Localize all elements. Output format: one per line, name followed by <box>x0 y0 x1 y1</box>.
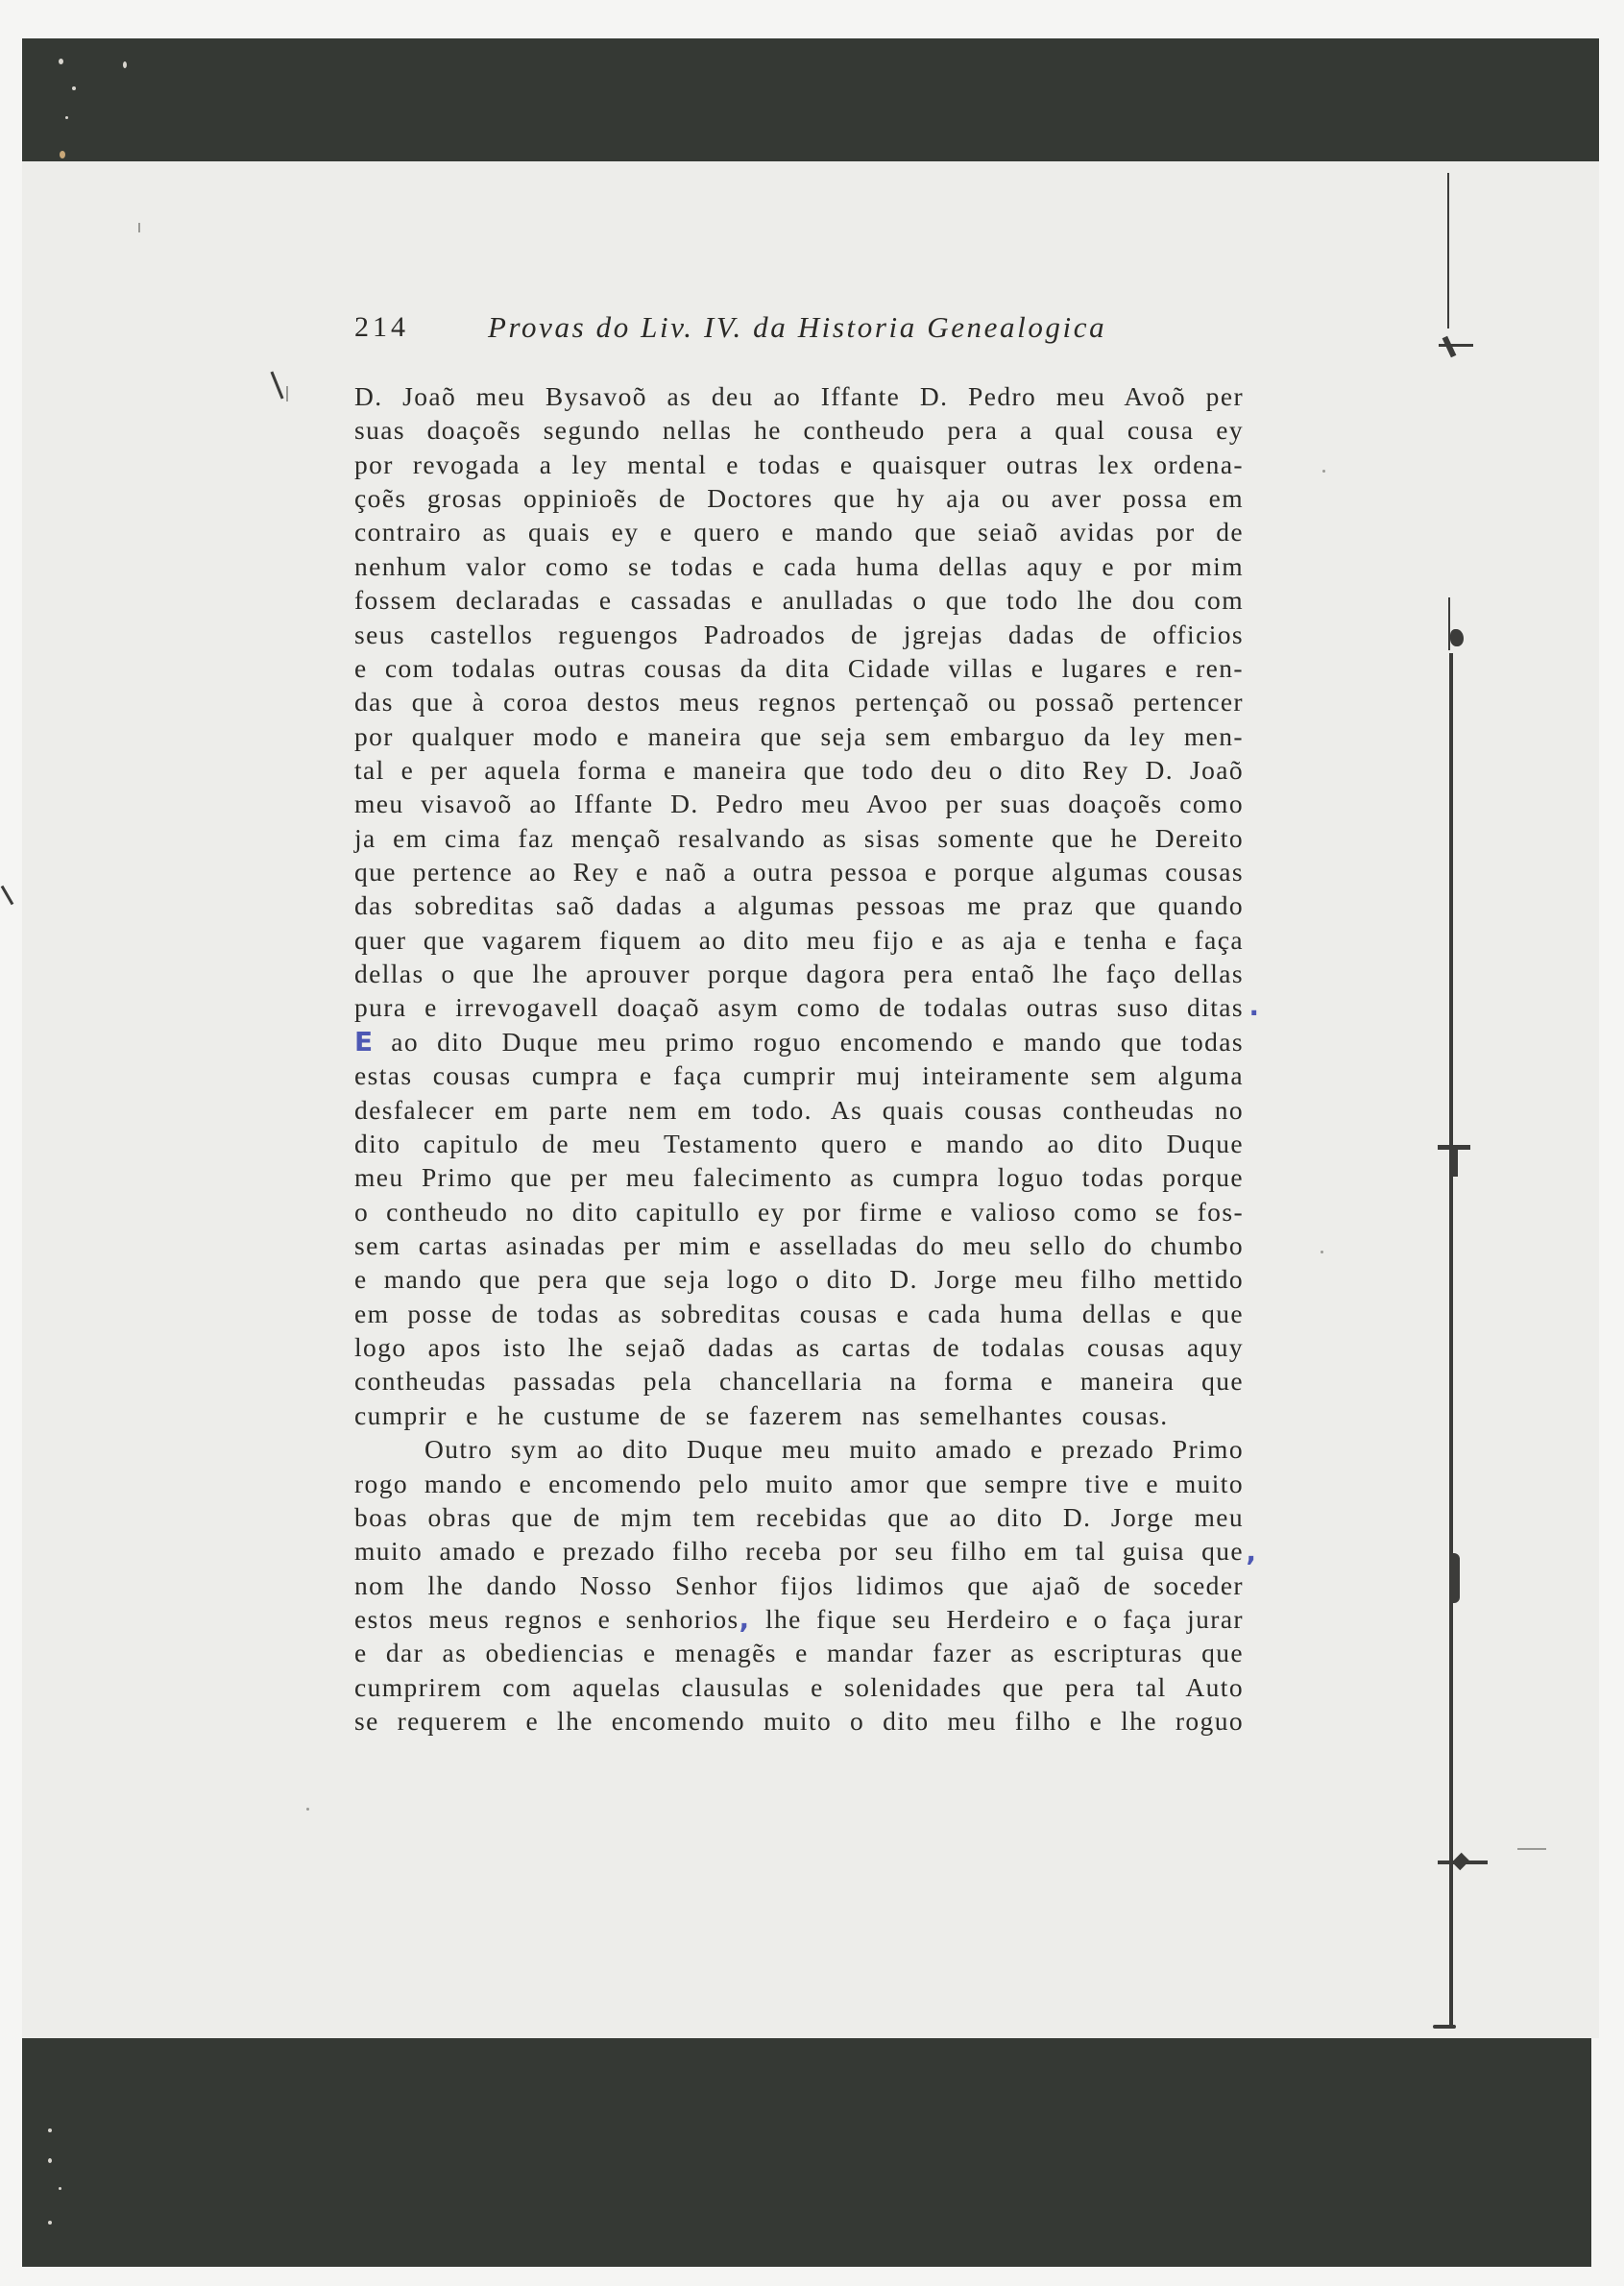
scan-speck <box>48 2221 52 2225</box>
paragraph <box>354 379 1259 1432</box>
text-line: e mando que pera que seja logo o dito D. Jorge meu filho mettido <box>354 1264 1244 1295</box>
handwritten-comma: , <box>739 1603 751 1635</box>
running-title: Provas do Liv. IV. da Historia Genealogica <box>488 310 1107 344</box>
binding-edge-mark <box>1450 629 1464 646</box>
paragraph <box>354 1432 1256 1738</box>
scan-speck <box>72 86 76 90</box>
text-line: das sobreditas saõ dadas a algumas pessoas me praz que quando <box>354 890 1244 921</box>
binding-edge-line <box>1448 597 1450 650</box>
handwritten-comma: , <box>1246 1537 1256 1569</box>
scan-speck <box>48 2158 52 2163</box>
text-line: cumprir e he custume de se fazerem nas semelhantes cousas. <box>354 1399 1169 1430</box>
scan-border-top <box>22 38 1599 161</box>
text-line: tal e per aquela forma e maneira que todo deu o dito Rey D. Joaõ <box>354 754 1244 785</box>
text-line: fossem declaradas e cassadas e anulladas o que todo lhe dou com <box>354 585 1244 616</box>
text-line: em posse de todas as sobreditas cousas e cada huma dellas e que <box>354 1298 1244 1328</box>
text-line: meu Primo que per meu falecimento as cumpra loguo todas porque <box>354 1162 1244 1193</box>
text-line: e com todalas outras cousas da dita Cidade villas e lugares e ren- <box>354 652 1244 683</box>
stray-mark <box>1321 1251 1323 1253</box>
stray-mark <box>1322 470 1325 473</box>
text-line: por revogada a ley mental e todas e quaisquer outras lex ordena- <box>354 449 1244 479</box>
text-line <box>354 1025 1244 1058</box>
text-line: por qualquer modo e maneira que seja sem embarguo da ley men- <box>354 720 1244 751</box>
text-line: logo apos isto lhe sejaõ dadas as cartas de todalas cousas aquy <box>354 1332 1244 1363</box>
text-line <box>354 1534 1256 1569</box>
body-text <box>354 379 1259 1738</box>
scan-speck <box>123 61 127 68</box>
handwritten-period: . <box>1248 991 1259 1023</box>
stray-mark <box>286 386 288 401</box>
text-line: cumprirem com aquelas clausulas e solenidades que pera tal Auto <box>354 1671 1244 1702</box>
text-line: nom lhe dando Nosso Senhor fijos lidimos que ajaõ de soceder <box>354 1569 1244 1600</box>
text-line: das que à coroa destos meus regnos pertençaõ ou possaõ pertencer <box>354 687 1244 717</box>
text-line: dellas o que lhe aprouver porque dagora pera entaõ lhe faço dellas <box>354 959 1244 989</box>
text-line: contrairo as quais ey e quero e mando que seiaõ avidas por de <box>354 517 1244 547</box>
scan-speck <box>59 2187 61 2190</box>
binding-edge-line <box>1447 173 1449 328</box>
binding-edge-mark <box>1433 2025 1456 2029</box>
text-line-content: pura e irrevogavell doaçaõ asym como de todalas outras suso ditas <box>354 992 1244 1023</box>
scan-speck <box>59 59 63 64</box>
text-line: D. Joaõ meu Bysavoõ as deu ao Iffante D. Pedro meu Avoõ per <box>354 381 1244 411</box>
scan-border-bottom <box>22 2038 1591 2267</box>
text-line: estas cousas cumpra e faça cumprir muj inteiramente sem alguma <box>354 1060 1244 1091</box>
page-number: 214 <box>354 311 409 343</box>
scan-speck <box>65 116 68 119</box>
text-line: çoẽs grosas oppinioẽs de Doctores que hy aja ou aver possa em <box>354 483 1244 514</box>
text-line-content: ao dito Duque meu primo roguo encomendo e mando que todas <box>391 1026 1245 1057</box>
text-line: quer que vagarem fiquem ao dito meu fijo e as aja e tenha e faça <box>354 924 1244 955</box>
text-line-content: estos meus regnos e senhorios <box>354 1603 739 1634</box>
text-line <box>354 1602 1244 1636</box>
scan-speck <box>60 151 65 158</box>
text-line: seus castellos reguengos Padroados de jgrejas dadas de officios <box>354 619 1244 649</box>
stray-mark <box>1 886 14 906</box>
binding-edge-mark <box>1452 1553 1460 1603</box>
binding-edge-mark <box>1451 1148 1458 1177</box>
text-line: o contheudo no dito capitullo ey por firme e valioso como se fos- <box>354 1196 1244 1227</box>
text-line: suas doaçoẽs segundo nellas he contheudo pera a qual cousa ey <box>354 415 1244 446</box>
text-line-content: muito amado e prezado filho receba por seu filho em tal guisa que <box>354 1536 1244 1567</box>
stray-mark <box>306 1808 309 1811</box>
text-line: rogo mando e encomendo pelo muito amor que sempre tive e muito <box>354 1468 1244 1498</box>
text-line: e dar as obediencias e menagẽs e mandar fazer as escripturas que <box>354 1638 1244 1668</box>
text-line: desfalecer em parte nem em todo. As quais cousas contheudas no <box>354 1094 1244 1125</box>
text-line: sem cartas asinadas per mim e asselladas do meu sello do chumbo <box>354 1229 1244 1260</box>
binding-edge-mark <box>1439 344 1473 347</box>
text-line: meu visavoõ ao Iffante D. Pedro meu Avoo per suas doaçoẽs como <box>354 789 1244 819</box>
text-line: dito capitulo de meu Testamento quero e mando ao dito Duque <box>354 1128 1244 1158</box>
stray-mark <box>1517 1848 1546 1850</box>
text-line: boas obras que de mjm tem recebidas que ao dito D. Jorge meu <box>354 1501 1244 1532</box>
scan-speck <box>48 2128 52 2132</box>
text-line <box>354 990 1259 1024</box>
text-line: nenhum valor como se todas e cada huma dellas aquy e por mim <box>354 550 1244 581</box>
binding-edge-line <box>1449 653 1453 2027</box>
text-line: se requerem e lhe encomendo muito o dito meu filho e lhe roguo <box>354 1706 1244 1737</box>
text-line: contheudas passadas pela chancellaria na forma e maneira que <box>354 1366 1244 1397</box>
stray-mark <box>138 223 140 232</box>
text-line: Outro sym ao dito Duque meu muito amado e prezado Primo <box>424 1434 1244 1465</box>
handwritten-capital: E <box>354 1025 374 1058</box>
text-line: ja em cima faz mençaõ resalvando as sisas somente que he Dereito <box>354 822 1244 853</box>
text-line: que pertence ao Rey e naõ a outra pessoa e porque algumas cousas <box>354 857 1244 888</box>
text-line-content: lhe fique seu Herdeiro e o faça jurar <box>764 1603 1244 1634</box>
